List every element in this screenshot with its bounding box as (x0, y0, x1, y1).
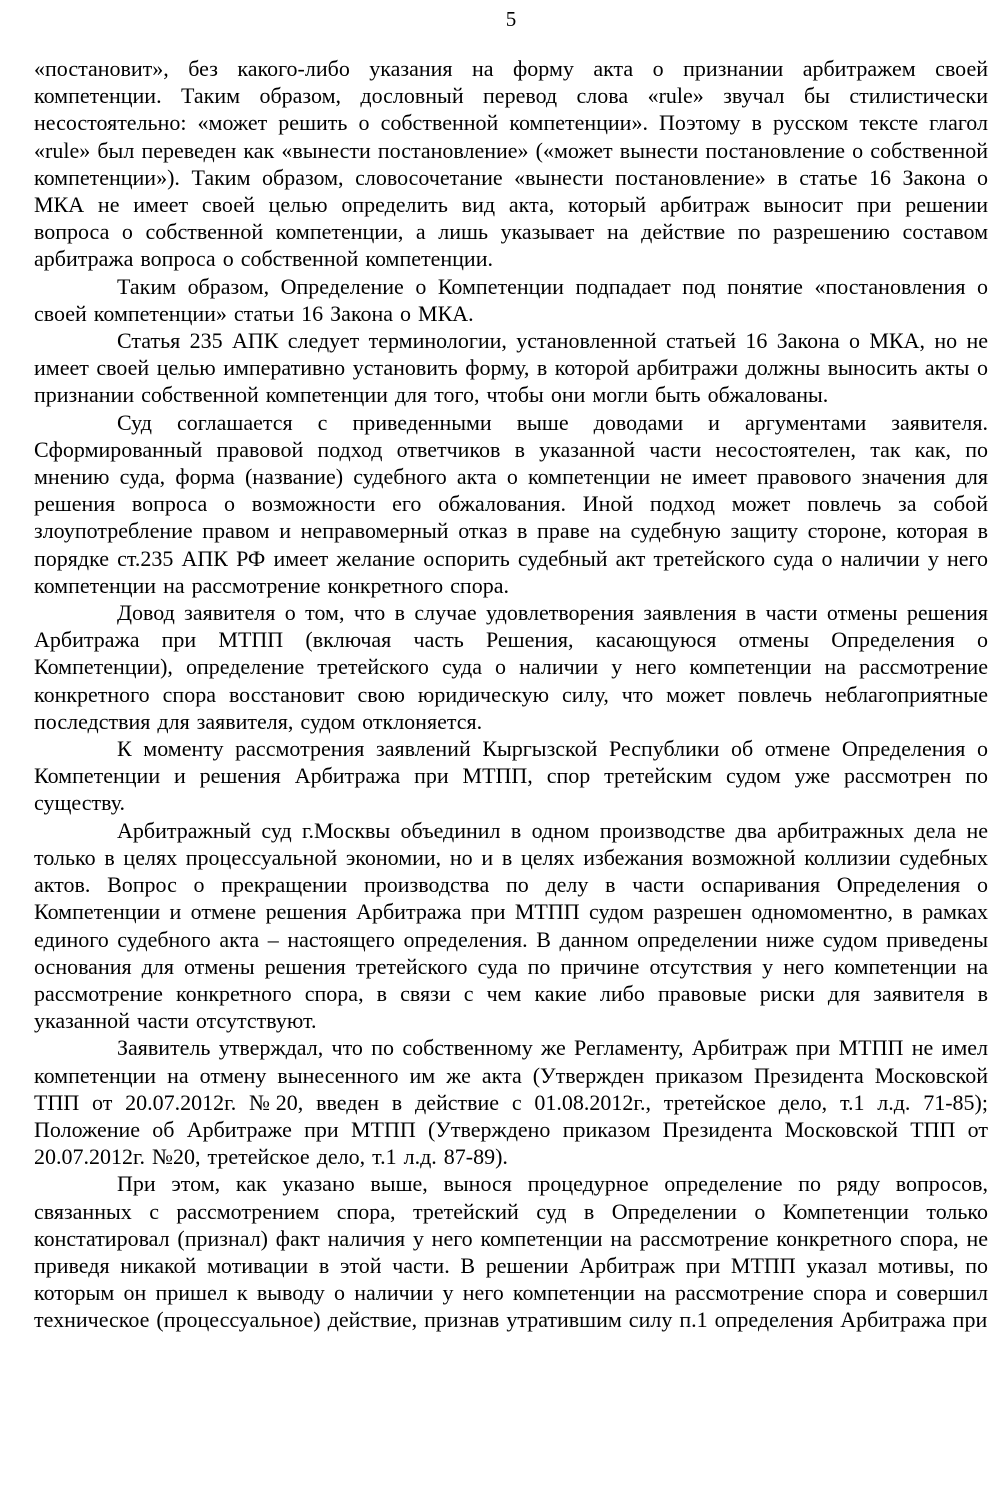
paragraph: Таким образом, Определение о Компетенции подпадает под понятие «постановления о своей компетенции» статьи 16 Закона о МКА. (34, 273, 988, 326)
paragraph: К моменту рассмотрения заявлений Кыргызской Республики об отмене Определения о Компетенции и решения Арбитража при МТПП, спор третейским судом уже рассмотрен по существу. (34, 736, 988, 816)
paragraph: При этом, как указано выше, вынося процедурное определение по ряду вопросов, связанных с рассмотрением спора, третейский суд в Определении о Компетенции только констатировал (признал) факт наличия у него компетенции на рассмотрение конкретного спора, не приведя никакой мотивации в этой части. В решении Арбитраж при МТПП указал мотивы, по которым он пришел к выводу о наличии у него компетенции на рассмотрение спора и совершил техническое (процессуальное) действие, признав утратившим силу п.1 определения Арбитража при (34, 1171, 988, 1333)
document-body (34, 55, 988, 1334)
page-number: 5 (505, 7, 517, 31)
paragraph: Суд соглашается с приведенными выше доводами и аргументами заявителя. Сформированный правовой подход ответчиков в указанной части несостоятелен, так как, по мнению суда, форма (название) судебного акта о компетенции не имеет правового значения для решения вопроса о возможности его обжалования. Иной подход может повлечь за собой злоупотребление правом и неправомерный отказ в праве на судебную защиту стороне, которая в порядке ст.235 АПК РФ имеет желание оспорить судебный акт третейского суда о наличии у него компетенции на рассмотрение конкретного спора. (34, 409, 988, 598)
paragraph: Арбитражный суд г.Москвы объединил в одном производстве два арбитражных дела не только в целях процессуальной экономии, но и в целях избежания возможной коллизии судебных актов. Вопрос о прекращении производства по делу в части оспаривания Определения о Компетенции и отмене решения Арбитража при МТПП судом разрешен одномоментно, в рамках единого судебного акта – настоящего определения. В данном определении ниже судом приведены основания для отмены решения третейского суда по причине отсутствия у него компетенции на рассмотрение конкретного спора, в связи с чем какие либо правовые риски для заявителя в указанной части отсутствуют. (34, 817, 988, 1034)
paragraph: Статья 235 АПК следует терминологии, установленной статьей 16 Закона о МКА, но не имеет своей целью императивно установить форму, в которой арбитражи должны выносить акты о признании собственной компетенции для того, чтобы они могли быть обжалованы. (34, 328, 988, 408)
paragraph: Довод заявителя о том, что в случае удовлетворения заявления в части отмены решения Арбитража при МТПП (включая часть Решения, касающуюся отмены Определения о Компетенции), определение третейского суда о наличии у него компетенции на рассмотрение конкретного спора восстановит свою юридическую силу, что может повлечь неблагоприятные последствия для заявителя, судом отклоняется. (34, 600, 988, 734)
paragraph: Заявитель утверждал, что по собственному же Регламенту, Арбитраж при МТПП не имел компетенции на отмену вынесенного им же акта (Утвержден приказом Президента Московской ТПП от 20.07.2012г. №20, введен в действие с 01.08.2012г., третейское дело, т.1 л.д. 71-85); Положение об Арбитраже при МТПП (Утверждено приказом Президента Московской ТПП от 20.07.2012г. №20, третейское дело, т.1 л.д. 87-89). (34, 1035, 988, 1170)
paragraph: «постановит», без какого-либо указания на форму акта о признании арбитражем своей компетенции. Таким образом, дословный перевод слова «rule» звучал бы стилистически несостоятельно: «может решить о собственной компетенции». Поэтому в русском тексте глагол «rule» был переведен как «вынести постановление» («может вынести постановление о собственной компетенции»). Таким образом, словосочетание «вынести постановление» в статье 16 Закона о МКА не имеет своей целью определить вид акта, который арбитраж выносит при решении вопроса о собственной компетенции, а лишь указывает на действие по разрешению составом арбитража вопроса о собственной компетенции. (34, 56, 988, 272)
